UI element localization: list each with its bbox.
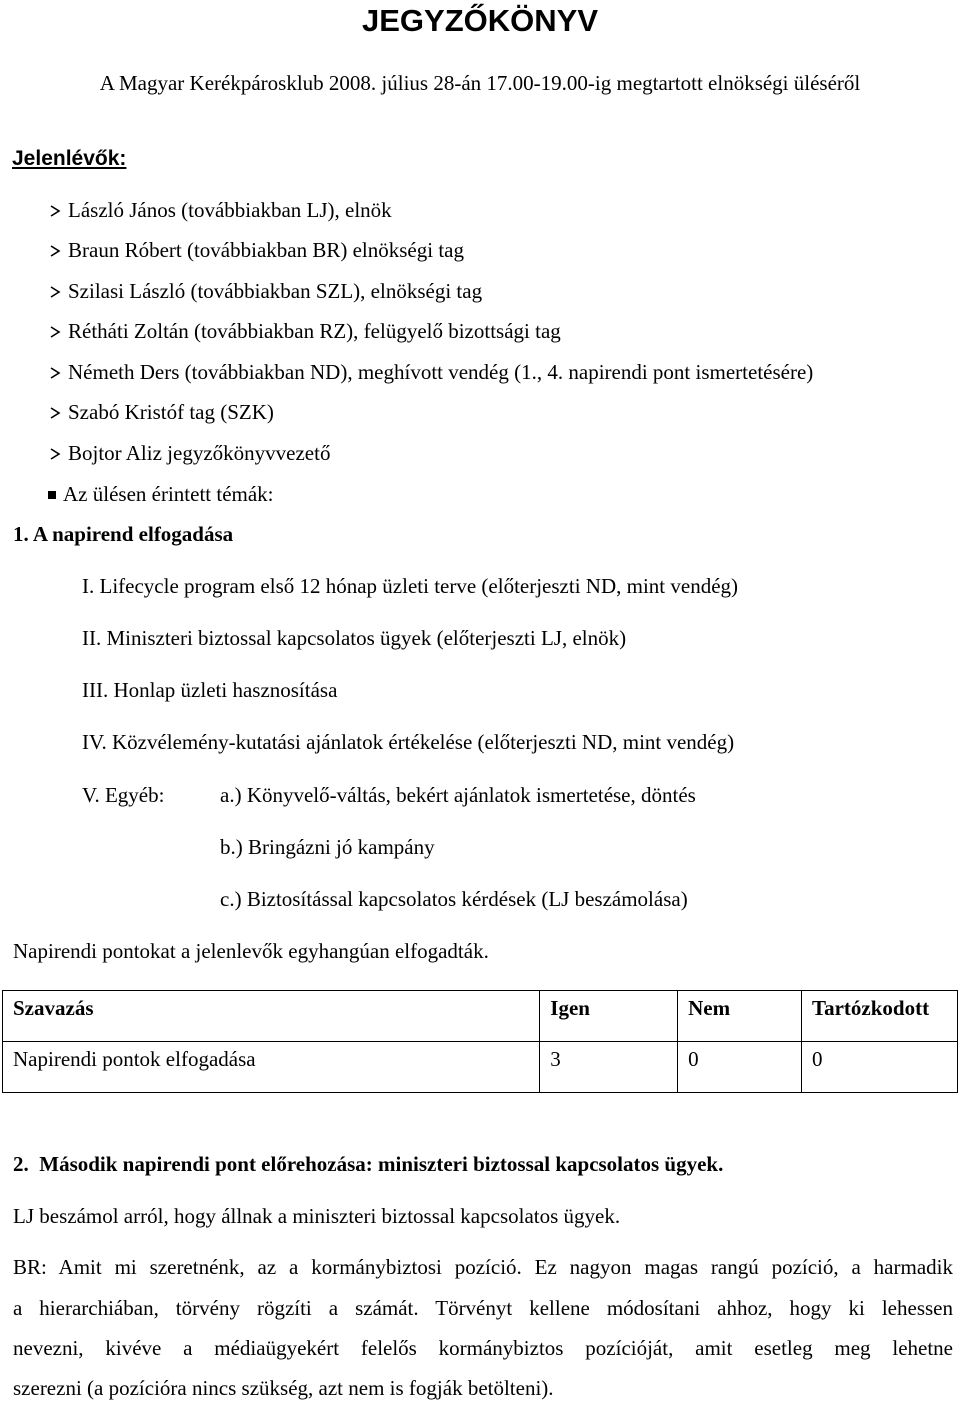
paragraph-line: nevezni, kivéve a médiaügyekért felelős kormánybiztos pozícióját, amit esetleg meg lehetne (13, 1336, 953, 1360)
arrow-bullet-icon (48, 325, 62, 339)
table-row (3, 1042, 958, 1093)
agenda-subitem: b.) Bringázni jó kampány (220, 835, 435, 859)
table-header-cell: Igen (540, 991, 678, 1042)
table-header-row (3, 991, 958, 1042)
paragraph-line: a hierarchiában, törvény rögzíti a számát. Törvényt kellene módosítani ahhoz, hogy ki lehessen (13, 1296, 953, 1320)
vote-table (2, 990, 958, 1093)
agenda-other-label: V. Egyéb: (82, 783, 165, 807)
table-cell: 0 (802, 1042, 958, 1093)
attendee-item: Rétháti Zoltán (továbbiakban RZ), felügyelő bizottsági tag (68, 319, 561, 343)
paragraph-line: BR: Amit mi szeretnénk, az a kormánybiztosi pozíció. Ez nagyon magas rangú pozíció, a harmadik (13, 1255, 953, 1279)
agenda-item: IV. Közvélemény-kutatási ajánlatok értékelése (előterjeszti ND, mint vendég) (82, 730, 735, 754)
section-1-heading: 1. A napirend elfogadása (13, 522, 234, 546)
attendee-item: Szabó Kristóf tag (SZK) (68, 400, 274, 424)
section-2-heading: 2. Második napirendi pont előrehozása: miniszteri biztossal kapcsolatos ügyek. (13, 1152, 724, 1176)
attendee-item: Braun Róbert (továbbiakban BR) elnökségi tag (68, 238, 464, 262)
topics-label: Az ülésen érintett témák: (63, 482, 274, 506)
agenda-item: II. Miniszteri biztossal kapcsolatos ügyek (előterjeszti LJ, elnök) (82, 626, 627, 650)
table-cell: 0 (678, 1042, 802, 1093)
agenda-subitem: a.) Könyvelő-váltás, bekért ajánlatok ismertetése, döntés (220, 783, 696, 807)
paragraph-line: szerezni (a pozícióra nincs szükség, azt nem is fogják betölteni). (13, 1376, 554, 1400)
document-title: JEGYZŐKÖNYV (362, 3, 598, 38)
attendee-item: Bojtor Aliz jegyzőkönyvvezető (68, 441, 331, 465)
agenda-item: III. Honlap üzleti hasznosítása (82, 678, 338, 702)
arrow-bullet-icon (48, 366, 62, 380)
arrow-bullet-icon (48, 285, 62, 299)
section-2-paragraph: LJ beszámol arról, hogy állnak a miniszteri biztossal kapcsolatos ügyek. (13, 1204, 621, 1228)
attendees-heading: Jelenlévők: (12, 147, 127, 170)
arrow-bullet-icon (48, 406, 62, 420)
attendee-item: László János (továbbiakban LJ), elnök (68, 198, 392, 222)
table-header-cell: Nem (678, 991, 802, 1042)
table-cell: 3 (540, 1042, 678, 1093)
arrow-bullet-icon (48, 447, 62, 461)
agenda-conclusion: Napirendi pontokat a jelenlevők egyhangúan elfogadták. (13, 939, 489, 963)
table-cell: Napirendi pontok elfogadása (3, 1042, 540, 1093)
arrow-bullet-icon (48, 204, 62, 218)
table-header-cell: Szavazás (3, 991, 540, 1042)
document-subtitle: A Magyar Kerékpárosklub 2008. július 28-án 17.00-19.00-ig megtartott elnökségi üléséről (99, 71, 861, 95)
agenda-item: I. Lifecycle program első 12 hónap üzleti terve (előterjeszti ND, mint vendég) (82, 574, 739, 598)
agenda-subitem: c.) Biztosítással kapcsolatos kérdések (LJ beszámolása) (220, 887, 688, 911)
arrow-bullet-icon (48, 244, 62, 258)
square-bullet-icon (48, 491, 56, 499)
attendee-item: Szilasi László (továbbiakban SZL), elnökségi tag (68, 279, 483, 303)
table-header-cell: Tartózkodott (802, 991, 958, 1042)
attendee-item: Németh Ders (továbbiakban ND), meghívott vendég (1., 4. napirendi pont ismertetésére) (68, 360, 814, 384)
